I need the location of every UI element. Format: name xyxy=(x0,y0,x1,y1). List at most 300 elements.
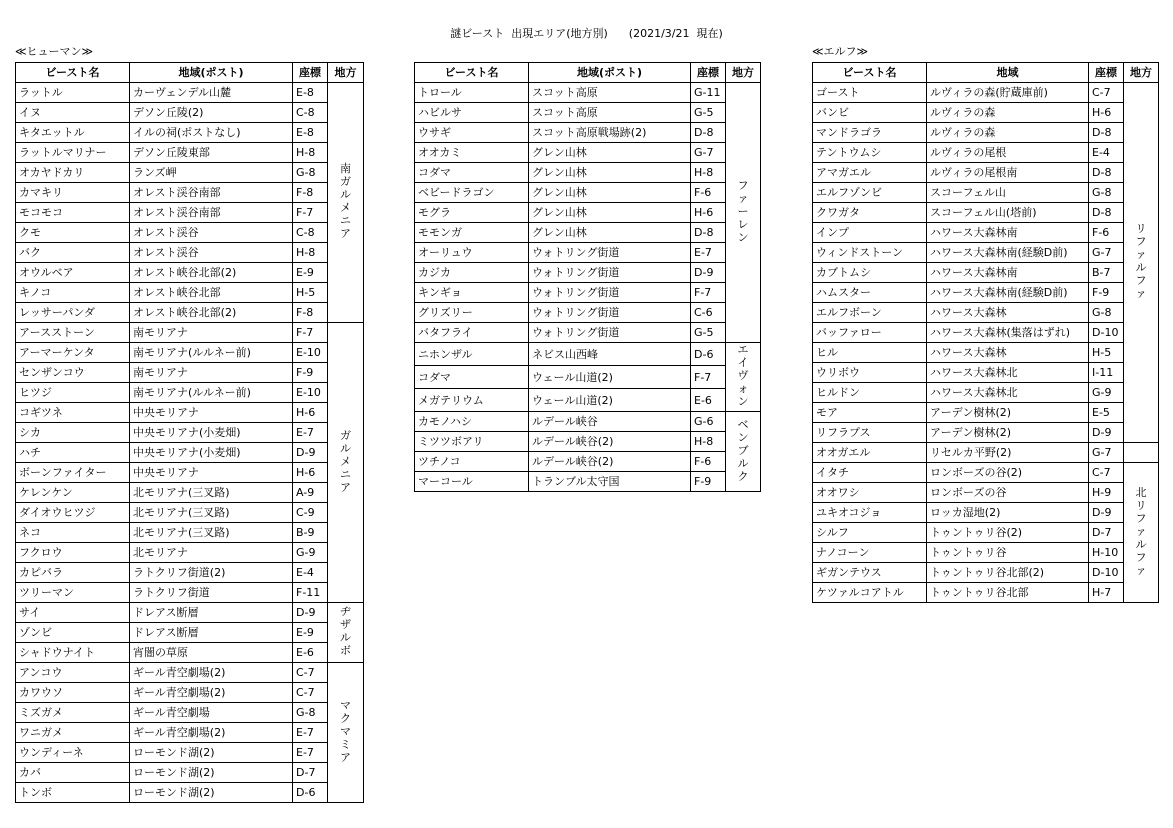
area-name: トゥントゥリ谷 xyxy=(927,543,1089,563)
table-row xyxy=(415,143,761,163)
coord: E-7 xyxy=(293,423,328,443)
coord: D-9 xyxy=(691,263,726,283)
coord: D-6 xyxy=(293,783,328,803)
coord: C-7 xyxy=(293,683,328,703)
coord: G-9 xyxy=(293,543,328,563)
area-name: 中央モリアナ xyxy=(130,403,293,423)
coord: H-6 xyxy=(293,403,328,423)
coord: F-8 xyxy=(293,183,328,203)
coord: G-5 xyxy=(691,323,726,343)
col-beast-name-header: ビースト名 xyxy=(415,63,529,83)
coord: H-10 xyxy=(1089,543,1124,563)
beast-name: ハビルサ xyxy=(415,103,529,123)
area-name: ハワース大森林 xyxy=(927,303,1089,323)
area-name: スコット高原戦場跡(2) xyxy=(529,123,691,143)
table-row xyxy=(813,83,1159,103)
coord: C-7 xyxy=(1089,463,1124,483)
coord: G-8 xyxy=(293,703,328,723)
table-row xyxy=(813,183,1159,203)
beast-name: シャドウナイト xyxy=(16,643,130,663)
beast-name: クモ xyxy=(16,223,130,243)
table-row xyxy=(16,623,364,643)
coord: G-8 xyxy=(1089,183,1124,203)
table-row xyxy=(813,283,1159,303)
coord: E-8 xyxy=(293,123,328,143)
table-row xyxy=(415,389,761,412)
table-row xyxy=(16,183,364,203)
beast-name: ナノコーン xyxy=(813,543,927,563)
beast-name: ヒル xyxy=(813,343,927,363)
area-name: リセルカ平野(2) xyxy=(927,443,1089,463)
table-row xyxy=(16,663,364,683)
header-row xyxy=(16,63,364,83)
table-row xyxy=(415,343,761,366)
beast-name: モモンガ xyxy=(415,223,529,243)
coord: E-5 xyxy=(1089,403,1124,423)
area-name: ローモンド湖(2) xyxy=(130,743,293,763)
area-name: ウェール山道(2) xyxy=(529,389,691,412)
beast-name: ハチ xyxy=(16,443,130,463)
table-row xyxy=(813,263,1159,283)
col-beast-name-header: ビースト名 xyxy=(813,63,927,83)
area-name: 北モリアナ(三叉路) xyxy=(130,503,293,523)
table-row xyxy=(415,103,761,123)
area-name: トゥントゥリ谷北部(2) xyxy=(927,563,1089,583)
area-name: トゥントゥリ谷北部 xyxy=(927,583,1089,603)
area-name: ギール青空劇場 xyxy=(130,703,293,723)
beast-name: センザンコウ xyxy=(16,363,130,383)
area-name: ギール青空劇場(2) xyxy=(130,723,293,743)
area-name: スコット高原 xyxy=(529,83,691,103)
area-name: ハワース大森林南(経験D前) xyxy=(927,243,1089,263)
coord: D-6 xyxy=(691,343,726,366)
coord: C-6 xyxy=(691,303,726,323)
col-coord-header: 座標 xyxy=(293,63,328,83)
beast-name: モア xyxy=(813,403,927,423)
region-name: ヂザルボ xyxy=(340,605,351,657)
beast-name: バク xyxy=(16,243,130,263)
coord: E-6 xyxy=(293,643,328,663)
beast-name: ミツツボアリ xyxy=(415,432,529,452)
area-name: アーデン樹林(2) xyxy=(927,423,1089,443)
beast-name: キンギョ xyxy=(415,283,529,303)
beast-name: リフラプス xyxy=(813,423,927,443)
beast-name: カワウソ xyxy=(16,683,130,703)
beast-name: モコモコ xyxy=(16,203,130,223)
coord: H-5 xyxy=(293,283,328,303)
coord: D-9 xyxy=(1089,423,1124,443)
coord: H-6 xyxy=(691,203,726,223)
coord: E-7 xyxy=(293,723,328,743)
region-cell xyxy=(1124,83,1159,443)
table-row xyxy=(813,403,1159,423)
area-name: ロンボーズの谷(2) xyxy=(927,463,1089,483)
table-row xyxy=(16,363,364,383)
area-name: ロッカ湿地(2) xyxy=(927,503,1089,523)
table-row xyxy=(813,443,1159,463)
coord: H-5 xyxy=(1089,343,1124,363)
table-row xyxy=(16,443,364,463)
coord: C-8 xyxy=(293,103,328,123)
beast-name: オーリュウ xyxy=(415,243,529,263)
area-name: 北モリアナ xyxy=(130,543,293,563)
area-name: ドレアス断層 xyxy=(130,603,293,623)
beast-name: サイ xyxy=(16,603,130,623)
coord: F-9 xyxy=(1089,283,1124,303)
table-row xyxy=(16,523,364,543)
table-row xyxy=(16,403,364,423)
beast-name: カマキリ xyxy=(16,183,130,203)
coord: E-7 xyxy=(691,243,726,263)
coord: D-8 xyxy=(691,223,726,243)
table-row xyxy=(813,463,1159,483)
region-cell xyxy=(726,343,761,412)
area-name: ラトクリフ街道 xyxy=(130,583,293,603)
beast-name: ハムスター xyxy=(813,283,927,303)
area-name: ルヴィラの森 xyxy=(927,103,1089,123)
table-row xyxy=(813,223,1159,243)
beast-name: バタフライ xyxy=(415,323,529,343)
coord: A-9 xyxy=(293,483,328,503)
beast-name: クワガタ xyxy=(813,203,927,223)
area-name: ウォトリング街道 xyxy=(529,263,691,283)
area-name: グレン山林 xyxy=(529,223,691,243)
table-row xyxy=(813,143,1159,163)
area-name: ハワース大森林北 xyxy=(927,383,1089,403)
area-name: ウォトリング街道 xyxy=(529,323,691,343)
coord: C-9 xyxy=(293,503,328,523)
col-beast-name-header: ビースト名 xyxy=(16,63,130,83)
table-row xyxy=(813,163,1159,183)
beast-name: ワニガメ xyxy=(16,723,130,743)
area-name: ハワース大森林南 xyxy=(927,263,1089,283)
table-row xyxy=(415,472,761,492)
beast-name: ゾンビ xyxy=(16,623,130,643)
coord: F-9 xyxy=(691,472,726,492)
table-row xyxy=(813,323,1159,343)
area-name: デソン丘陵(2) xyxy=(130,103,293,123)
table-row xyxy=(16,583,364,603)
beast-name: エルフゾンビ xyxy=(813,183,927,203)
table-row xyxy=(16,683,364,703)
middle-table xyxy=(414,62,761,492)
beast-name: ラットル xyxy=(16,83,130,103)
table-row xyxy=(16,783,364,803)
coord: G-7 xyxy=(1089,243,1124,263)
region-name: 南ガルメニア xyxy=(340,162,351,240)
beast-name: バッファロー xyxy=(813,323,927,343)
coord: B-7 xyxy=(1089,263,1124,283)
beast-name: バンビ xyxy=(813,103,927,123)
area-name: イルの祠(ポストなし) xyxy=(130,123,293,143)
region-name: マクマミア xyxy=(340,698,351,764)
coord: F-7 xyxy=(293,203,328,223)
region-cell xyxy=(726,83,761,343)
area-name: オレスト渓谷南部 xyxy=(130,183,293,203)
beast-name: オオワシ xyxy=(813,483,927,503)
coord: G-8 xyxy=(293,163,328,183)
table-row xyxy=(16,563,364,583)
table-row xyxy=(415,243,761,263)
coord: E-8 xyxy=(293,83,328,103)
beast-name: イヌ xyxy=(16,103,130,123)
beast-name: コギツネ xyxy=(16,403,130,423)
area-name: オレスト渓谷南部 xyxy=(130,203,293,223)
coord: I-11 xyxy=(1089,363,1124,383)
table-row xyxy=(813,483,1159,503)
table-row xyxy=(16,103,364,123)
table-row xyxy=(813,503,1159,523)
table-row xyxy=(813,203,1159,223)
coord: F-6 xyxy=(691,183,726,203)
beast-name: カジカ xyxy=(415,263,529,283)
area-name: 中央モリアナ xyxy=(130,463,293,483)
table-row xyxy=(16,223,364,243)
elf-section-label: ≪エルフ≫ xyxy=(812,45,869,58)
area-name: 南モリアナ(ルルネー前) xyxy=(130,383,293,403)
table-row xyxy=(16,743,364,763)
coord: D-8 xyxy=(691,123,726,143)
table-row xyxy=(16,203,364,223)
area-name: ハワース大森林北 xyxy=(927,363,1089,383)
table-row xyxy=(415,203,761,223)
coord: G-8 xyxy=(1089,303,1124,323)
coord: D-8 xyxy=(1089,163,1124,183)
coord: G-7 xyxy=(691,143,726,163)
beast-name: ウサギ xyxy=(415,123,529,143)
coord: E-9 xyxy=(293,263,328,283)
table-row xyxy=(813,423,1159,443)
beast-name: キノコ xyxy=(16,283,130,303)
beast-name: ツリーマン xyxy=(16,583,130,603)
beast-name: キタエットル xyxy=(16,123,130,143)
col-area-header: 地域 xyxy=(927,63,1089,83)
coord: D-8 xyxy=(1089,123,1124,143)
beast-name: シルフ xyxy=(813,523,927,543)
area-name: ハワース大森林(集落はずれ) xyxy=(927,323,1089,343)
region-cell xyxy=(1124,463,1159,603)
elf-table xyxy=(812,62,1159,603)
area-name: ハワース大森林南(経験D前) xyxy=(927,283,1089,303)
area-name: 中央モリアナ(小麦畑) xyxy=(130,443,293,463)
page-title: 謎ビースト 出現エリア(地方別) (2021/3/21 現在) xyxy=(450,27,723,40)
area-name: トランブル太守国 xyxy=(529,472,691,492)
table-row xyxy=(813,383,1159,403)
region-name: ガルメニア xyxy=(340,428,351,494)
table-row xyxy=(415,412,761,432)
table-row xyxy=(16,383,364,403)
area-name: ウォトリング街道 xyxy=(529,243,691,263)
col-coord-header: 座標 xyxy=(691,63,726,83)
coord: D-7 xyxy=(293,763,328,783)
table-row xyxy=(16,483,364,503)
coord: D-7 xyxy=(1089,523,1124,543)
table-row xyxy=(16,723,364,743)
beast-name: ケレンケン xyxy=(16,483,130,503)
table-row xyxy=(16,283,364,303)
area-name: ローモンド湖(2) xyxy=(130,763,293,783)
beast-name: オオガエル xyxy=(813,443,927,463)
table-row xyxy=(16,463,364,483)
table-row xyxy=(813,123,1159,143)
coord: C-7 xyxy=(293,663,328,683)
table-row xyxy=(813,563,1159,583)
area-name: 南モリアナ(ルルネー前) xyxy=(130,343,293,363)
beast-name: イタチ xyxy=(813,463,927,483)
area-name: ネビス山西峰 xyxy=(529,343,691,366)
beast-name: ヒルドン xyxy=(813,383,927,403)
area-name: オレスト渓谷 xyxy=(130,243,293,263)
area-name: ルヴィラの尾根 xyxy=(927,143,1089,163)
table-row xyxy=(16,543,364,563)
beast-name: トンボ xyxy=(16,783,130,803)
coord: H-8 xyxy=(293,143,328,163)
beast-name: マーコール xyxy=(415,472,529,492)
table-row xyxy=(415,263,761,283)
table-row xyxy=(813,583,1159,603)
table-row xyxy=(813,363,1159,383)
table-row xyxy=(16,243,364,263)
beast-name: ラットルマリナー xyxy=(16,143,130,163)
area-name: ルヴィラの森(貯蔵庫前) xyxy=(927,83,1089,103)
coord: H-8 xyxy=(293,243,328,263)
region-name: 北リファルファ xyxy=(1135,485,1147,577)
col-region-header: 地方 xyxy=(726,63,761,83)
table-row xyxy=(813,523,1159,543)
coord: C-8 xyxy=(293,223,328,243)
coord: H-6 xyxy=(1089,103,1124,123)
coord: H-9 xyxy=(1089,483,1124,503)
beast-name: レッサーパンダ xyxy=(16,303,130,323)
region-cell xyxy=(726,412,761,492)
beast-name: ミズガメ xyxy=(16,703,130,723)
table-row xyxy=(16,703,364,723)
beast-name: カブトムシ xyxy=(813,263,927,283)
area-name: アーデン樹林(2) xyxy=(927,403,1089,423)
area-name: グレン山林 xyxy=(529,183,691,203)
table-row xyxy=(16,343,364,363)
area-name: 宵闇の草原 xyxy=(130,643,293,663)
coord: H-7 xyxy=(1089,583,1124,603)
table-row xyxy=(415,432,761,452)
table-row xyxy=(16,163,364,183)
region-cell xyxy=(328,603,364,663)
table-row xyxy=(415,283,761,303)
coord: H-8 xyxy=(691,163,726,183)
beast-name: インプ xyxy=(813,223,927,243)
col-region-header: 地方 xyxy=(328,63,364,83)
beast-name: モグラ xyxy=(415,203,529,223)
area-name: ハワース大森林南 xyxy=(927,223,1089,243)
coord: C-7 xyxy=(1089,83,1124,103)
beast-name: シカ xyxy=(16,423,130,443)
beast-name: ダイオウヒツジ xyxy=(16,503,130,523)
area-name: ルヴィラの尾根南 xyxy=(927,163,1089,183)
area-name: ハワース大森林 xyxy=(927,343,1089,363)
coord: H-6 xyxy=(293,463,328,483)
table-row xyxy=(415,303,761,323)
coord: F-7 xyxy=(293,323,328,343)
human-section-label: ≪ヒューマン≫ xyxy=(15,45,94,58)
area-name: ルヴィラの森 xyxy=(927,123,1089,143)
header-row xyxy=(415,63,761,83)
region-cell xyxy=(328,323,364,603)
area-name: グレン山林 xyxy=(529,143,691,163)
area-name: オレスト峡谷北部(2) xyxy=(130,303,293,323)
beast-name: トロール xyxy=(415,83,529,103)
table-row xyxy=(16,763,364,783)
table-row xyxy=(415,452,761,472)
table-row xyxy=(813,303,1159,323)
col-area-header: 地域(ポスト) xyxy=(130,63,293,83)
table-row xyxy=(16,323,364,343)
region-name: エイヴォン xyxy=(737,343,749,408)
beast-name: フクロウ xyxy=(16,543,130,563)
coord: D-9 xyxy=(293,443,328,463)
coord: D-10 xyxy=(1089,563,1124,583)
coord: D-9 xyxy=(1089,503,1124,523)
beast-name: グリズリー xyxy=(415,303,529,323)
table-row xyxy=(16,143,364,163)
area-name: ラトクリフ街道(2) xyxy=(130,563,293,583)
coord: G-5 xyxy=(691,103,726,123)
col-region-header: 地方 xyxy=(1124,63,1159,83)
coord: F-8 xyxy=(293,303,328,323)
coord: D-8 xyxy=(1089,203,1124,223)
area-name: ローモンド湖(2) xyxy=(130,783,293,803)
beast-name: コダマ xyxy=(415,366,529,389)
area-name: スコーフェル山 xyxy=(927,183,1089,203)
table-row xyxy=(415,183,761,203)
beast-name: マンドラゴラ xyxy=(813,123,927,143)
coord: E-9 xyxy=(293,623,328,643)
coord: G-6 xyxy=(691,412,726,432)
beast-name: ウンディーネ xyxy=(16,743,130,763)
coord: F-6 xyxy=(1089,223,1124,243)
coord: B-9 xyxy=(293,523,328,543)
area-name: 南モリアナ xyxy=(130,323,293,343)
beast-name: ギガンテウス xyxy=(813,563,927,583)
table-row xyxy=(415,123,761,143)
beast-name: メガテリウム xyxy=(415,389,529,412)
coord: E-6 xyxy=(691,389,726,412)
table-row xyxy=(415,223,761,243)
region-cell xyxy=(328,663,364,803)
table-row xyxy=(16,123,364,143)
area-name: ロンボーズの谷 xyxy=(927,483,1089,503)
coord: G-7 xyxy=(1089,443,1124,463)
header-row xyxy=(813,63,1159,83)
coord: E-7 xyxy=(293,743,328,763)
area-name: ギール青空劇場(2) xyxy=(130,663,293,683)
area-name: ルデール峡谷(2) xyxy=(529,432,691,452)
region-name: リファルファ xyxy=(1135,222,1147,300)
coord: F-7 xyxy=(691,366,726,389)
area-name: 北モリアナ(三叉路) xyxy=(130,523,293,543)
table-row xyxy=(16,83,364,103)
beast-name: ネコ xyxy=(16,523,130,543)
beast-name: コダマ xyxy=(415,163,529,183)
table-row xyxy=(16,503,364,523)
region-name: ベンブルク xyxy=(737,417,749,483)
area-name: ランズ岬 xyxy=(130,163,293,183)
area-name: 北モリアナ(三叉路) xyxy=(130,483,293,503)
table-row xyxy=(16,603,364,623)
table-row xyxy=(16,263,364,283)
area-name: ドレアス断層 xyxy=(130,623,293,643)
area-name: グレン山林 xyxy=(529,163,691,183)
human-table xyxy=(15,62,364,803)
